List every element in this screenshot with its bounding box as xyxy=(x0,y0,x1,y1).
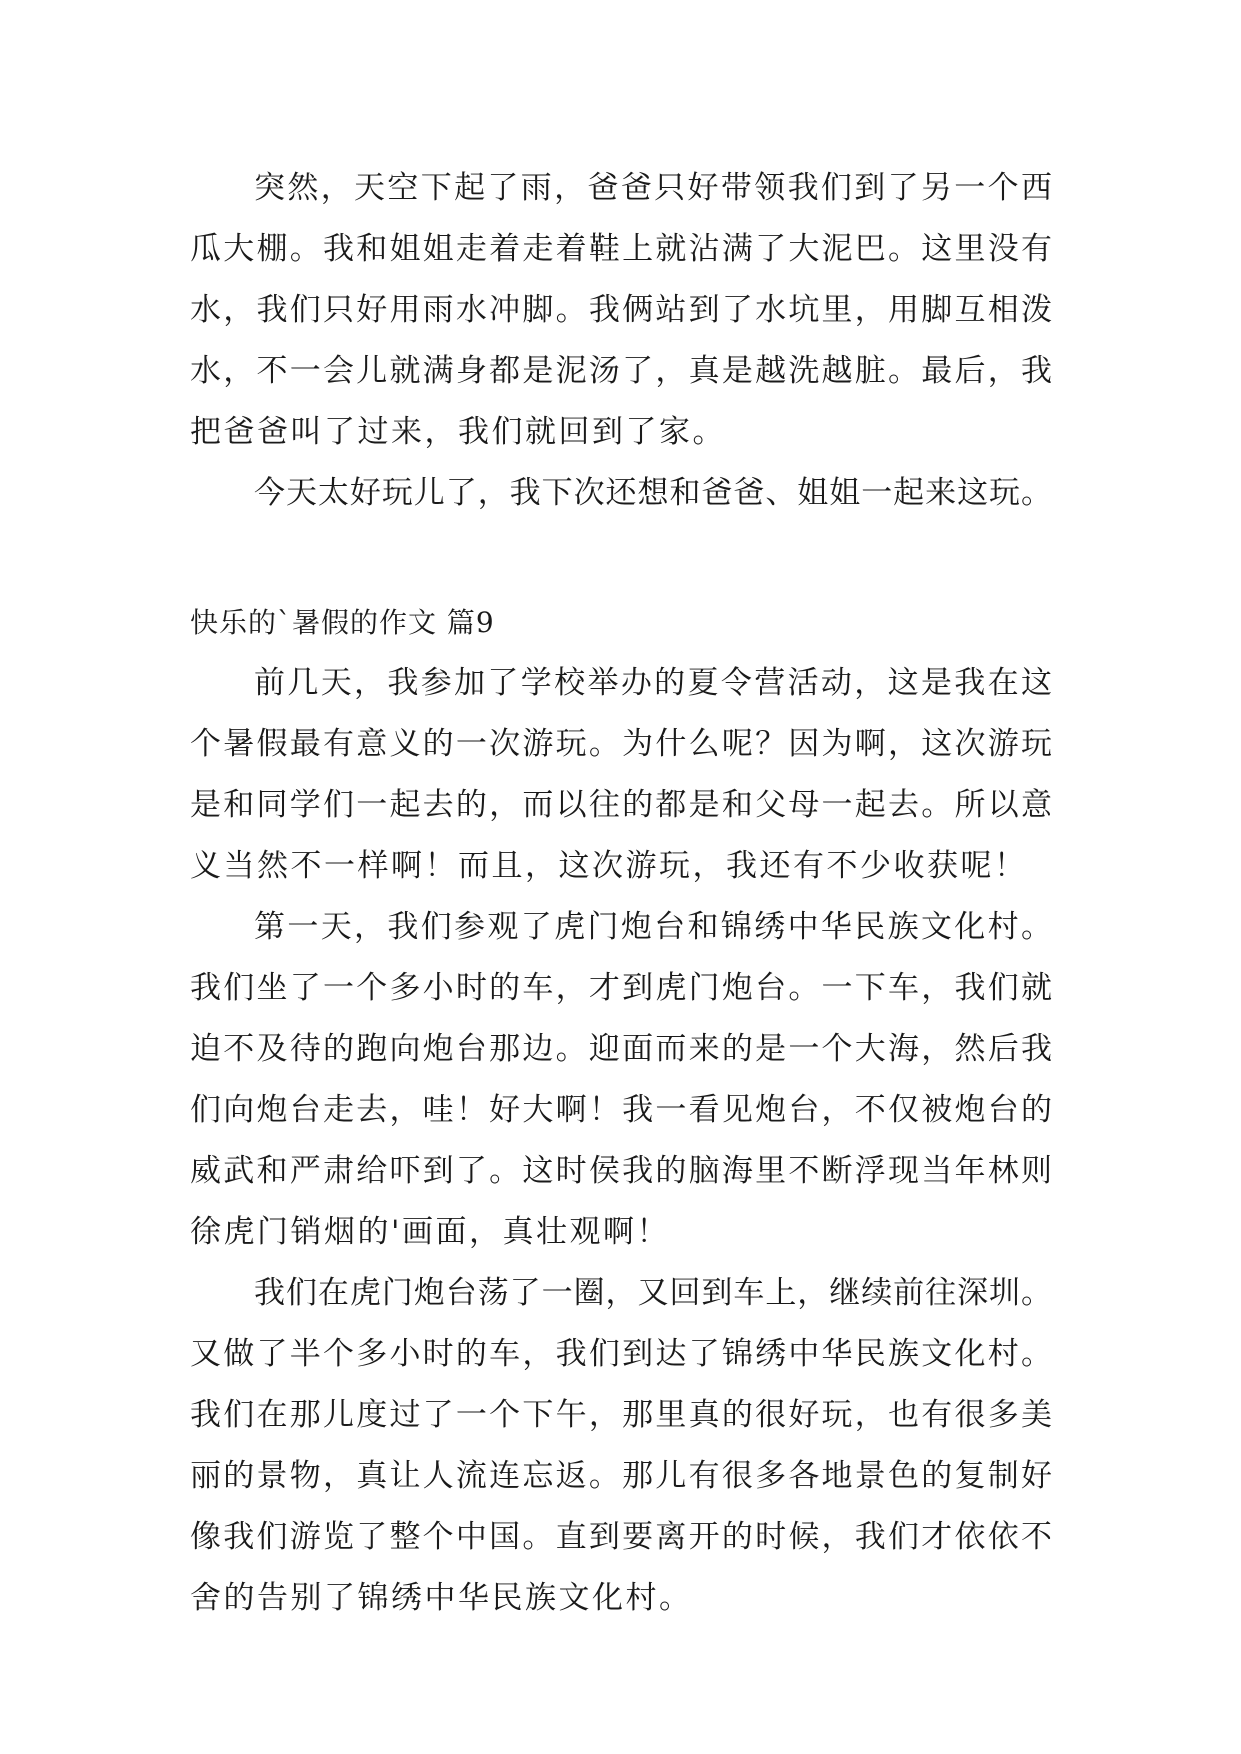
text-line: 又做了半个多小时的车，我们到达了锦绣中华民族文化村。 xyxy=(190,1336,1052,1372)
text-line: 像我们游览了整个中国。直到要离开的时候，我们才依依不 xyxy=(190,1519,1052,1555)
text-line: 丽的景物，真让人流连忘返。那儿有很多各地景色的复制好 xyxy=(190,1458,1052,1494)
text-line: 第一天，我们参观了虎门炮台和锦绣中华民族文化村。 xyxy=(254,909,1052,945)
text-line: 水，我们只好用雨水冲脚。我俩站到了水坑里，用脚互相泼 xyxy=(190,292,1052,328)
text-line: 我们坐了一个多小时的车，才到虎门炮台。一下车，我们就 xyxy=(190,970,1052,1006)
document-page xyxy=(190,158,1052,1629)
section-title: 快乐的`暑假的作文 篇9 xyxy=(190,606,495,639)
text-line: 水，不一会儿就满身都是泥汤了，真是越洗越脏。最后，我 xyxy=(190,353,1052,389)
text-line: 徐虎门销烟的'画面，真壮观啊！ xyxy=(190,1214,671,1250)
paragraph-conclusion xyxy=(190,463,1052,524)
text-line: 迫不及待的跑向炮台那边。迎面而来的是一个大海，然后我 xyxy=(190,1031,1052,1067)
text-line: 突然，天空下起了雨，爸爸只好带领我们到了另一个西 xyxy=(254,170,1052,206)
text-line: 舍的告别了锦绣中华民族文化村。 xyxy=(190,1580,693,1616)
paragraph-summer-camp xyxy=(190,653,1052,897)
text-line: 们向炮台走去，哇！好大啊！我一看见炮台，不仅被炮台的 xyxy=(190,1092,1052,1128)
paragraph-rain xyxy=(190,158,1052,463)
text-line: 今天太好玩儿了，我下次还想和爸爸、姐姐一起来这玩。 xyxy=(254,475,1052,511)
text-line: 瓜大棚。我和姐姐走着走着鞋上就沾满了大泥巴。这里没有 xyxy=(190,231,1052,267)
paragraph-shenzhen xyxy=(190,1263,1052,1629)
text-line: 是和同学们一起去的，而以往的都是和父母一起去。所以意 xyxy=(190,787,1052,823)
text-line: 义当然不一样啊！而且，这次游玩，我还有不少收获呢！ xyxy=(190,848,1028,884)
text-line: 个暑假最有意义的一次游玩。为什么呢？因为啊，这次游玩 xyxy=(190,726,1052,762)
text-line: 我们在虎门炮台荡了一圈，又回到车上，继续前往深圳。 xyxy=(254,1275,1052,1311)
text-line: 威武和严肃给吓到了。这时侯我的脑海里不断浮现当年林则 xyxy=(190,1153,1052,1189)
paragraph-day-one xyxy=(190,897,1052,1263)
text-line: 我们在那儿度过了一个下午，那里真的很好玩，也有很多美 xyxy=(190,1397,1052,1433)
text-line: 前几天，我参加了学校举办的夏令营活动，这是我在这 xyxy=(254,665,1052,701)
text-line: 把爸爸叫了过来，我们就回到了家。 xyxy=(190,414,726,450)
